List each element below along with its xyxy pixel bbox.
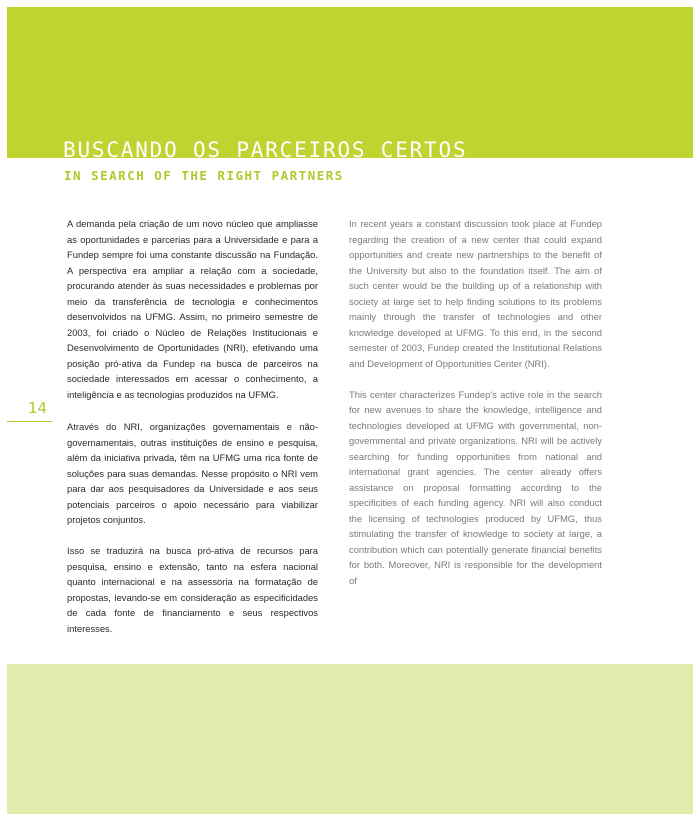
pt-paragraph-2: Através do NRI, organizações governamentais e não-governamentais, outras instituições de ensino e pesquisa, além da iniciativa privada, têm na UFMG uma rica fonte de soluções para suas demandas. Nesse propósito o NRI vem para dar aos pesquisadores da Universidade e aos seus potenciais parceiros o apoio necessário para viabilizar projetos conjuntos.	[67, 421, 318, 525]
pt-paragraph-1: A demanda pela criação de um novo núcleo que ampliasse as oportunidades e parcerias para a Universidade e para a Fundep sempre foi uma constante discussão na Fundação. A perspectiva era ampliar a relação com a sociedade, procurando atender às suas necessidades e problemas por meio da transferência de tecnologia e conhecimentos desenvolvidos na UFMG. Assim, no primeiro semestre de 2003, foi criado o Núcleo de Relações Institucionais e Desenvolvimento de Oportunidades (NRI), efetivando uma posição pró-ativa da Fundep na busca de parceiros na sociedade interessados em acessar o conhecimento, a inteligência e as tecnologias produzidos na UFMG.	[67, 218, 318, 400]
pt-paragraph-3: Isso se traduzirá na busca pró-ativa de recursos para pesquisa, ensino e extensão, tanto na esfera nacional quanto internacional e na assessoria na formatação de propostas, levando-se em consideração as especificidades de cada fonte de financiamento e seus respectivos interesses.	[67, 545, 318, 634]
page-number: 14	[28, 399, 48, 417]
page-title-pt: BUSCANDO OS PARCEIROS CERTOS	[63, 138, 468, 162]
footer-color-band	[7, 664, 693, 814]
english-text-column	[349, 216, 602, 604]
page-number-rule	[7, 421, 52, 422]
header-color-band	[7, 7, 693, 158]
page-title-en: IN SEARCH OF THE RIGHT PARTNERS	[64, 168, 344, 183]
portuguese-text-column	[67, 216, 318, 652]
en-paragraph-1: In recent years a constant discussion took place at Fundep regarding the creation of a new center that could expand opportunities and create new partnerships to the benefit of the University but also to the foundation itself. The aim of such center would be the building up of a relationship with society at large set to help finding solutions to its problems mainly through the transfer of technologies and other knowledge developed at UFMG. To this end, in the second semester of 2003, Fundep created the Institutional Relations and Development of Opportunities Center (NRI).	[349, 218, 602, 369]
en-paragraph-2: This center characterizes Fundep's active role in the search for new avenues to share the knowledge, intelligence and technologies developed at UFMG with governmental, non-governmental and private organizations. NRI will be actively searching for funding opportunities from national and international grant agencies. The center already offers assistance on proposal formatting according to the specificities of each funding agency. NRI will also conduct the licensing of technologies produced by UFMG, thus stimulating the transfer of knowledge to society at large, a contribution which can potentially generate financial benefits for both. Moreover, NRI is responsible for the development of	[349, 388, 602, 586]
